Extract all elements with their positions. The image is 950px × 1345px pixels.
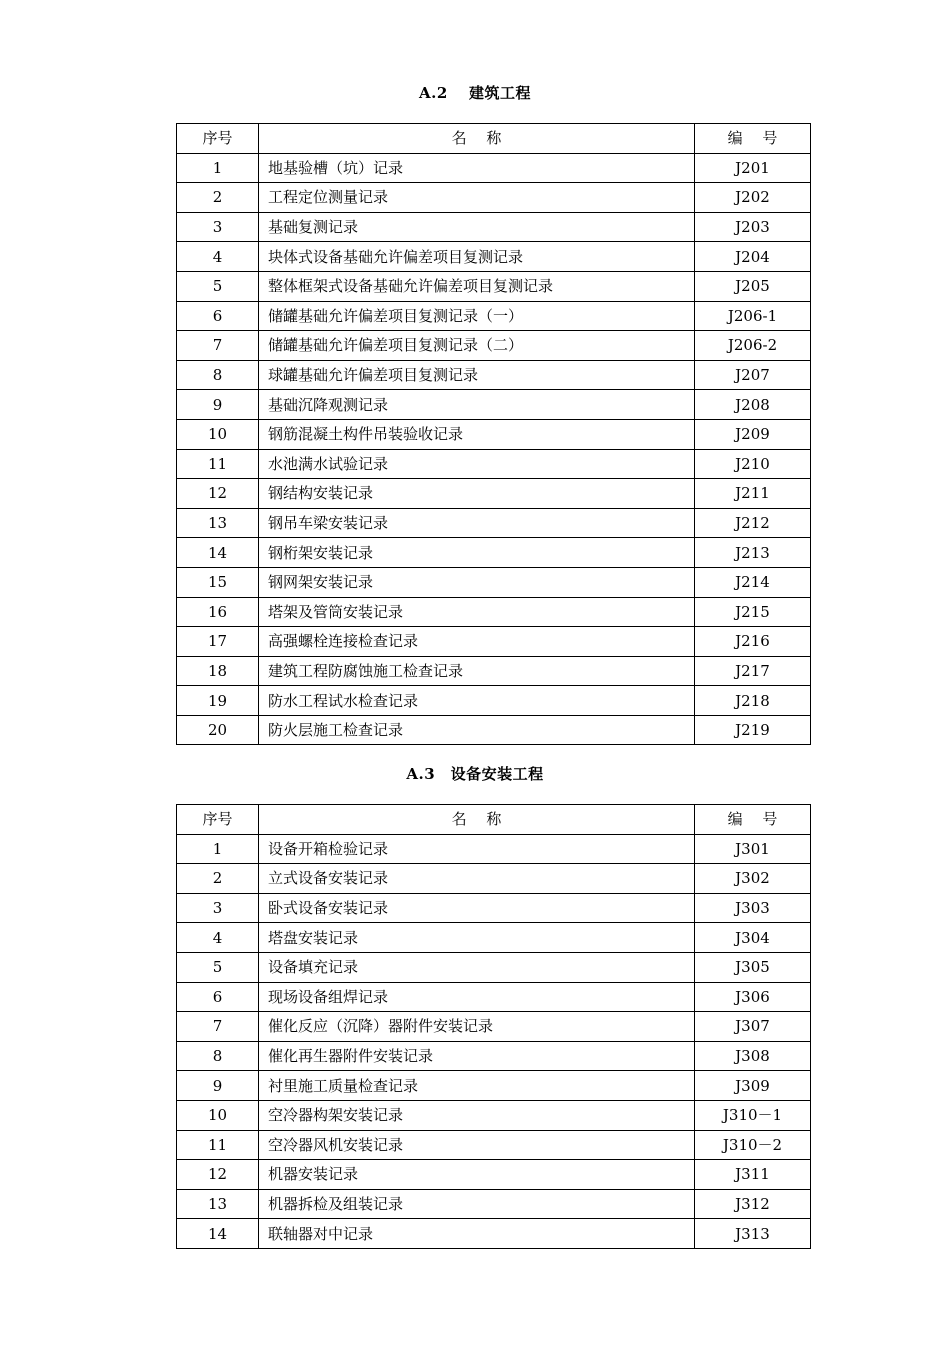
row-name: 地基验槽（坑）记录 bbox=[259, 153, 695, 183]
row-name: 塔盘安装记录 bbox=[259, 923, 695, 953]
row-code: J205 bbox=[695, 271, 811, 301]
row-index: 13 bbox=[177, 1189, 259, 1219]
row-code: J206-1 bbox=[695, 301, 811, 331]
table-row bbox=[177, 212, 811, 242]
row-code: J301 bbox=[695, 834, 811, 864]
table-row bbox=[177, 1071, 811, 1101]
row-code: J204 bbox=[695, 242, 811, 272]
row-code: J306 bbox=[695, 982, 811, 1012]
row-code: J312 bbox=[695, 1189, 811, 1219]
table-row bbox=[177, 1160, 811, 1190]
row-code: J216 bbox=[695, 627, 811, 657]
row-code: J308 bbox=[695, 1041, 811, 1071]
table-row bbox=[177, 864, 811, 894]
header-index: 序号 bbox=[177, 805, 259, 835]
header-index: 序号 bbox=[177, 124, 259, 154]
row-index: 2 bbox=[177, 864, 259, 894]
row-index: 12 bbox=[177, 479, 259, 509]
table-row bbox=[177, 923, 811, 953]
row-index: 5 bbox=[177, 271, 259, 301]
row-code: J309 bbox=[695, 1071, 811, 1101]
table-row bbox=[177, 1130, 811, 1160]
row-name: 催化反应（沉降）器附件安装记录 bbox=[259, 1012, 695, 1042]
row-code: J304 bbox=[695, 923, 811, 953]
row-name: 钢结构安装记录 bbox=[259, 479, 695, 509]
table-row bbox=[177, 952, 811, 982]
row-index: 14 bbox=[177, 538, 259, 568]
table-row bbox=[177, 271, 811, 301]
row-index: 5 bbox=[177, 952, 259, 982]
table-row bbox=[177, 1100, 811, 1130]
table-row bbox=[177, 1219, 811, 1249]
row-code: J207 bbox=[695, 360, 811, 390]
section-title-a2: A.2 建筑工程 bbox=[418, 84, 532, 102]
row-code: J217 bbox=[695, 656, 811, 686]
row-name: 现场设备组焊记录 bbox=[259, 982, 695, 1012]
row-name: 塔架及管筒安装记录 bbox=[259, 597, 695, 627]
row-code: J305 bbox=[695, 952, 811, 982]
record-table-a3 bbox=[176, 804, 811, 1249]
row-code: J212 bbox=[695, 508, 811, 538]
table-row bbox=[177, 715, 811, 745]
row-code: J209 bbox=[695, 419, 811, 449]
row-index: 9 bbox=[177, 390, 259, 420]
table-row bbox=[177, 479, 811, 509]
row-index: 16 bbox=[177, 597, 259, 627]
row-index: 4 bbox=[177, 242, 259, 272]
row-code: J206-2 bbox=[695, 331, 811, 361]
row-name: 衬里施工质量检查记录 bbox=[259, 1071, 695, 1101]
row-name: 球罐基础允许偏差项目复测记录 bbox=[259, 360, 695, 390]
row-code: J303 bbox=[695, 893, 811, 923]
row-name: 设备开箱检验记录 bbox=[259, 834, 695, 864]
row-code: J313 bbox=[695, 1219, 811, 1249]
table-row bbox=[177, 567, 811, 597]
row-code: J307 bbox=[695, 1012, 811, 1042]
table-header-row bbox=[177, 124, 811, 154]
row-name: 机器拆检及组装记录 bbox=[259, 1189, 695, 1219]
table-row bbox=[177, 597, 811, 627]
table-row bbox=[177, 419, 811, 449]
row-code: J218 bbox=[695, 686, 811, 716]
row-name: 卧式设备安装记录 bbox=[259, 893, 695, 923]
header-name: 名 称 bbox=[259, 805, 695, 835]
row-index: 11 bbox=[177, 449, 259, 479]
table-row bbox=[177, 1041, 811, 1071]
row-code: J214 bbox=[695, 567, 811, 597]
row-code: J311 bbox=[695, 1160, 811, 1190]
row-index: 10 bbox=[177, 1100, 259, 1130]
row-name: 基础复测记录 bbox=[259, 212, 695, 242]
row-index: 18 bbox=[177, 656, 259, 686]
row-index: 19 bbox=[177, 686, 259, 716]
row-index: 6 bbox=[177, 301, 259, 331]
row-index: 3 bbox=[177, 893, 259, 923]
header-code: 编 号 bbox=[695, 805, 811, 835]
row-code: J210 bbox=[695, 449, 811, 479]
table-row bbox=[177, 390, 811, 420]
row-name: 高强螺栓连接检查记录 bbox=[259, 627, 695, 657]
table-row bbox=[177, 538, 811, 568]
row-index: 13 bbox=[177, 508, 259, 538]
row-name: 建筑工程防腐蚀施工检查记录 bbox=[259, 656, 695, 686]
row-name: 钢吊车梁安装记录 bbox=[259, 508, 695, 538]
table-row bbox=[177, 508, 811, 538]
row-name: 催化再生器附件安装记录 bbox=[259, 1041, 695, 1071]
table-row bbox=[177, 360, 811, 390]
table-row bbox=[177, 686, 811, 716]
row-name: 块体式设备基础允许偏差项目复测记录 bbox=[259, 242, 695, 272]
row-name: 防火层施工检查记录 bbox=[259, 715, 695, 745]
section-title-a3: A.3 设备安装工程 bbox=[406, 765, 544, 783]
row-code: J201 bbox=[695, 153, 811, 183]
table-row bbox=[177, 183, 811, 213]
table-row bbox=[177, 1189, 811, 1219]
row-index: 8 bbox=[177, 360, 259, 390]
row-code: J202 bbox=[695, 183, 811, 213]
table-row bbox=[177, 627, 811, 657]
row-name: 防水工程试水检查记录 bbox=[259, 686, 695, 716]
table-row bbox=[177, 834, 811, 864]
row-name: 储罐基础允许偏差项目复测记录（一） bbox=[259, 301, 695, 331]
row-code: J213 bbox=[695, 538, 811, 568]
row-index: 20 bbox=[177, 715, 259, 745]
row-code: J219 bbox=[695, 715, 811, 745]
row-name: 工程定位测量记录 bbox=[259, 183, 695, 213]
row-name: 空冷器构架安装记录 bbox=[259, 1100, 695, 1130]
table-header-row bbox=[177, 805, 811, 835]
row-code: J310－2 bbox=[695, 1130, 811, 1160]
row-index: 9 bbox=[177, 1071, 259, 1101]
row-code: J203 bbox=[695, 212, 811, 242]
row-index: 7 bbox=[177, 1012, 259, 1042]
row-name: 水池满水试验记录 bbox=[259, 449, 695, 479]
table-row bbox=[177, 982, 811, 1012]
row-code: J211 bbox=[695, 479, 811, 509]
row-name: 储罐基础允许偏差项目复测记录（二） bbox=[259, 331, 695, 361]
table-row bbox=[177, 301, 811, 331]
table-row bbox=[177, 242, 811, 272]
table-row bbox=[177, 153, 811, 183]
row-name: 钢桁架安装记录 bbox=[259, 538, 695, 568]
table-row bbox=[177, 893, 811, 923]
row-code: J208 bbox=[695, 390, 811, 420]
row-name: 设备填充记录 bbox=[259, 952, 695, 982]
row-index: 15 bbox=[177, 567, 259, 597]
row-index: 17 bbox=[177, 627, 259, 657]
row-code: J302 bbox=[695, 864, 811, 894]
row-name: 空冷器风机安装记录 bbox=[259, 1130, 695, 1160]
row-index: 10 bbox=[177, 419, 259, 449]
row-index: 7 bbox=[177, 331, 259, 361]
header-name: 名 称 bbox=[259, 124, 695, 154]
row-index: 4 bbox=[177, 923, 259, 953]
row-index: 12 bbox=[177, 1160, 259, 1190]
row-name: 整体框架式设备基础允许偏差项目复测记录 bbox=[259, 271, 695, 301]
row-index: 1 bbox=[177, 153, 259, 183]
row-name: 钢筋混凝土构件吊装验收记录 bbox=[259, 419, 695, 449]
table-row bbox=[177, 1012, 811, 1042]
row-index: 6 bbox=[177, 982, 259, 1012]
row-code: J215 bbox=[695, 597, 811, 627]
header-code: 编 号 bbox=[695, 124, 811, 154]
record-table-a2 bbox=[176, 123, 811, 745]
table-row bbox=[177, 656, 811, 686]
row-index: 8 bbox=[177, 1041, 259, 1071]
row-code: J310－1 bbox=[695, 1100, 811, 1130]
row-name: 联轴器对中记录 bbox=[259, 1219, 695, 1249]
table-row bbox=[177, 449, 811, 479]
row-index: 14 bbox=[177, 1219, 259, 1249]
row-index: 11 bbox=[177, 1130, 259, 1160]
row-name: 立式设备安装记录 bbox=[259, 864, 695, 894]
row-name: 机器安装记录 bbox=[259, 1160, 695, 1190]
table-row bbox=[177, 331, 811, 361]
row-index: 3 bbox=[177, 212, 259, 242]
row-index: 1 bbox=[177, 834, 259, 864]
row-name: 钢网架安装记录 bbox=[259, 567, 695, 597]
row-index: 2 bbox=[177, 183, 259, 213]
row-name: 基础沉降观测记录 bbox=[259, 390, 695, 420]
